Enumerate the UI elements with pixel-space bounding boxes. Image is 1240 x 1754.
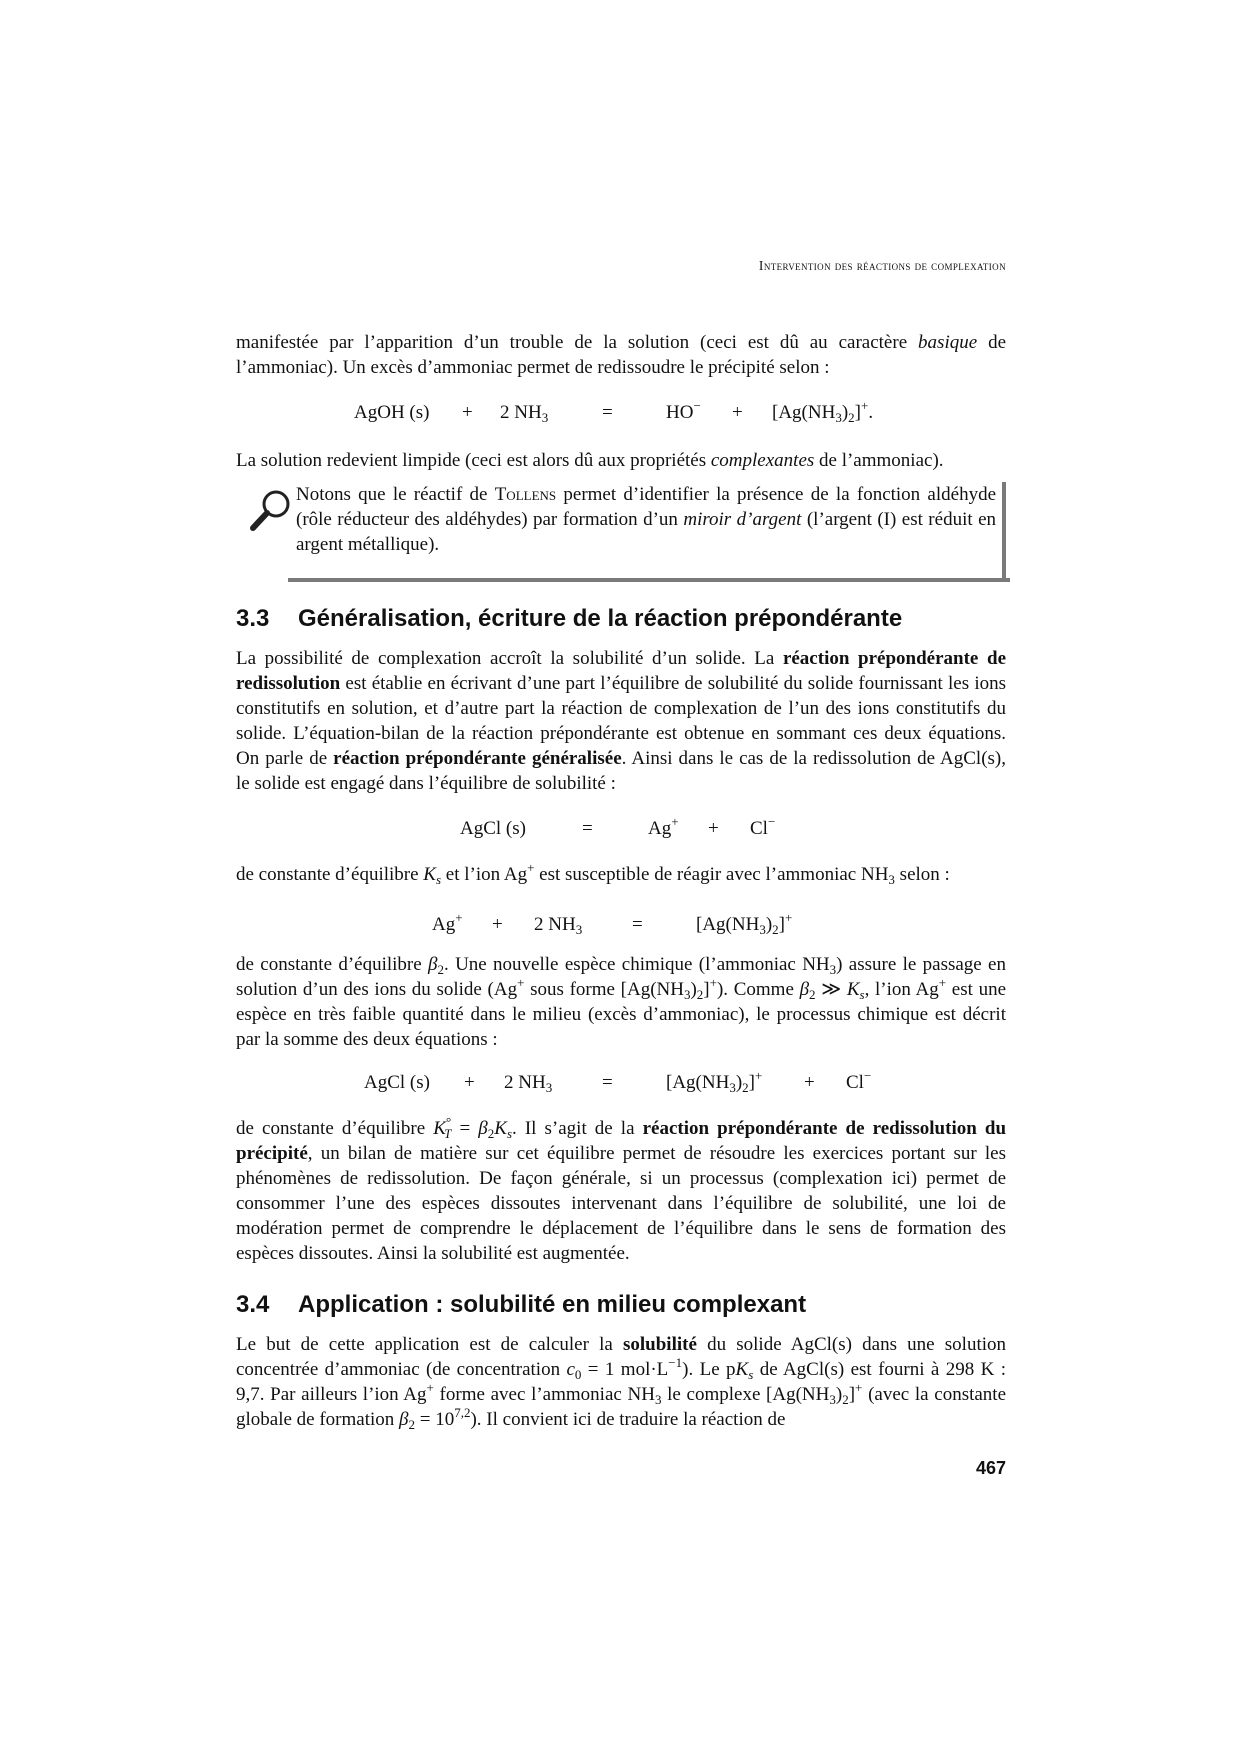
equation-ag-complexation: Ag+ + 2 $NH_3$ = $[Ag(NH_3)_2]^+$ xyxy=(432,910,793,937)
equation-global-redissolution: AgCl (s) + 2 $NH_3$ = $[Ag(NH_3)_2]^+$ + Cl− xyxy=(364,1068,872,1095)
paragraph-6: de constante d’équilibre $K^\circ_T = \beta_2K_s$. Il s’agit de la réaction prépondérante de redissolution du précipité, un bilan de matière sur cet équilibre permet de résoudre les exercices portant sur les phénomènes de redissolution. De façon générale, si un processus (complexation ici) permet de consommer l’une des espèces dissoutes intervenant dans l’équilibre de solubilité, une loi de modération permet de comprendre le déplacement de l’équilibre dans le sens de formation des espèces dissoutes. Ainsi la solubilité est augmentée. xyxy=(236,1114,1007,1264)
section-heading-3-4: 3.4 Application : solubilité en milieu complexant xyxy=(236,1291,807,1318)
running-header: Intervention des réactions de complexation xyxy=(758,258,1006,273)
paragraph-2: La solution redevient limpide (ceci est alors dû aux propriétés complexantes de l’ammoniac). xyxy=(236,450,944,471)
equation-agcl-solubility: AgCl (s) = Ag+ + Cl− xyxy=(460,814,776,839)
paragraph-3: La possibilité de complexation accroît la solubilité d’un solide. La réaction prépondérante de redissolution est établie en écrivant d’une part l’équilibre de solubilité du solide fournissant les ions constitutifs en solution, et d’autre part la réaction de complexation de l’un des ions constitutifs du solide. L’équation-bilan de la réaction prépondérante est obtenue en sommant ces deux équations. On parle de réaction prépondérante généralisée. Ainsi dans le cas de la redissolution de AgCl(s), le solide est engagé dans l’équilibre de solubilité : xyxy=(236,648,1006,794)
paragraph-1: manifestée par l’apparition d’un trouble de la solution (ceci est dû au caractère basique de l’ammoniac). Un excès d’ammoniac permet de redissoudre le précipité selon : xyxy=(236,332,1007,378)
note-box xyxy=(236,482,1006,578)
paragraph-7: Le but de cette application est de calculer la solubilité du solide AgCl(s) dans une solution concentrée d’ammoniac (de concentration $c_0 = 1$ $mol\cdot L^{-1}$). Le $pK_s$ de AgCl(s) est fourni à 298 K : 9,7. Par ailleurs l’ion Ag+ forme avec l’ammoniac $NH_3$ le complexe $[Ag(NH_3)_2]^+$ (avec la constante globale de formation $\beta_2 = 10^{7,2}$). Il convient ici de traduire la réaction de xyxy=(236,1334,1007,1432)
section-heading-3-3: 3.3 Généralisation, écriture de la réaction prépondérante xyxy=(236,605,903,632)
page-number: 467 xyxy=(975,1458,1006,1478)
paragraph-5: de constante d’équilibre $\beta_2$. Une nouvelle espèce chimique (l’ammoniac $NH_3$) assure le passage en solution d’un des ions du solide (Ag+ sous forme $[Ag(NH_3)_2]^+$). Comme $\beta_2$ ≫ $K_s$, l’ion Ag+ est une espèce en très faible quantité dans le milieu (excès d’ammoniac), le processus chimique est décrit par la somme des deux équations : xyxy=(236,954,1006,1050)
magnifier-icon xyxy=(248,488,294,534)
paragraph-4: de constante d’équilibre $K_s$ et l’ion Ag+ est susceptible de réagir avec l’ammoniac $NH_3$ selon : xyxy=(236,860,950,887)
note-border-bottom xyxy=(288,578,1010,582)
note-text: Notons que le réactif de Tollens permet d’identifier la présence de la fonction aldéhyde (rôle réducteur des aldéhydes) par formation d’un miroir d’argent (l’argent (I) est réduit en argent métallique). xyxy=(296,484,997,555)
note-border-right xyxy=(1002,482,1006,580)
equation-agoh: AgOH (s) + 2 $NH_3$ = HO− + $[Ag(NH_3)_2]^+$. xyxy=(354,398,874,425)
